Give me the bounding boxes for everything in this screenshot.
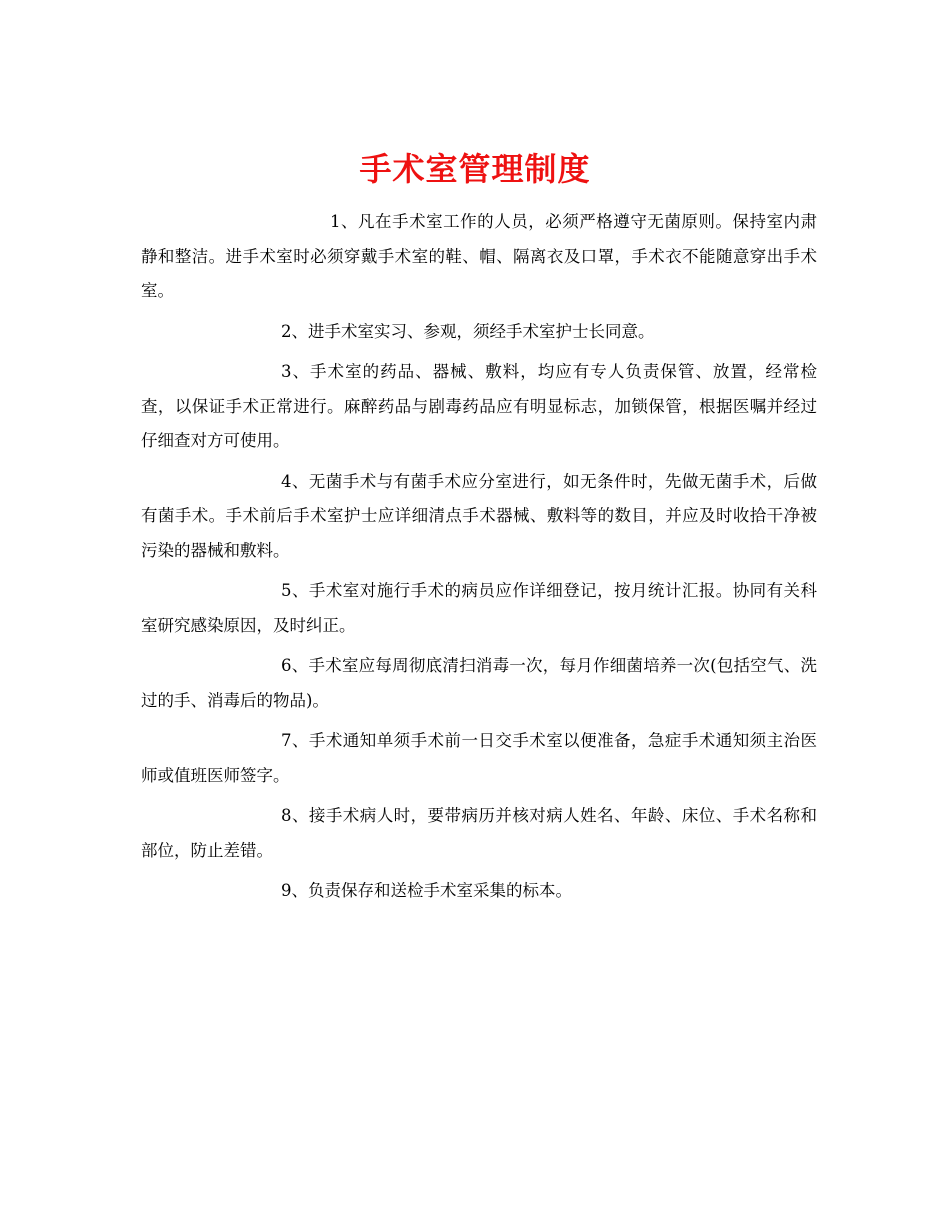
rule-paragraph-9: 9、负责保存和送检手术室采集的标本。 — [281, 881, 572, 900]
rule-paragraph-3: 3、手术室的药品、器械、敷料，均应有专人负责保管、放置，经常检查，以保证手术正常进行。麻醉药品与剧毒药品应有明显标志，加锁保管，根据医嘱并经过仔细查对方可使用。 — [141, 362, 817, 450]
rule-paragraph-2: 2、进手术室实习、参观，须经手术室护士长同意。 — [281, 321, 655, 341]
rule-paragraph-1: 1、凡在手术室工作的人员，必须严格遵守无菌原则。保持室内肃静和整洁。进手术室时必须穿戴手术室的鞋、帽、隔离衣及口罩，手术衣不能随意穿出手术室。 — [141, 212, 817, 300]
document-body — [141, 205, 817, 915]
rule-paragraph-4: 4、无菌手术与有菌手术应分室进行，如无条件时，先做无菌手术，后做有菌手术。手术前后手术室护士应详细清点手术器械、敷料等的数目，并应及时收拾干净被污染的器械和敷料。 — [141, 471, 817, 560]
rule-paragraph-7: 7、手术通知单须手术前一日交手术室以便准备，急症手术通知须主治医师或值班医师签字。 — [141, 731, 817, 785]
rule-paragraph-6: 6、手术室应每周彻底清扫消毒一次，每月作细菌培养一次(包括空气、洗过的手、消毒后的物品)。 — [141, 656, 817, 710]
page-title: 手术室管理制度 — [359, 150, 591, 189]
rule-paragraph-8: 8、接手术病人时，要带病历并核对病人姓名、年龄、床位、手术名称和部位，防止差错。 — [141, 806, 817, 860]
rule-paragraph-5: 5、手术室对施行手术的病员应作详细登记，按月统计汇报。协同有关科室研究感染原因，及时纠正。 — [141, 581, 817, 635]
